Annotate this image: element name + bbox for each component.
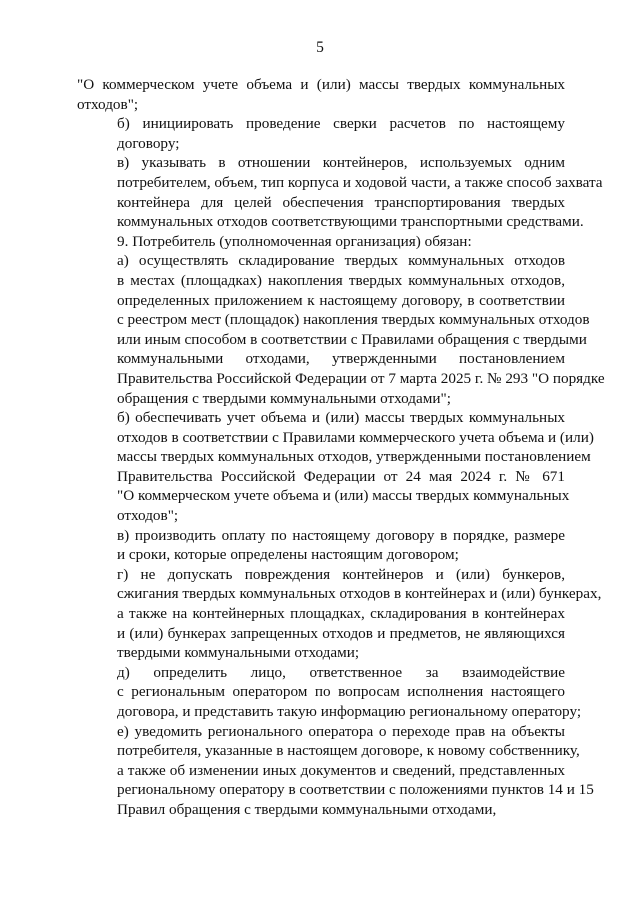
text-line: "О коммерческом учете объема и (или) массы твердых коммунальных	[77, 76, 565, 93]
text-line: сжигания твердых коммунальных отходов в контейнерах и (или) бункерах,	[117, 585, 602, 603]
text-line: а) осуществлять складирование твердых коммунальных отходов	[117, 252, 565, 270]
text-line: и (или) бункерах запрещенных отходов и предметов, не являющихся	[117, 624, 565, 642]
text-line: отходов в соответствии с Правилами коммерческого учета объема и (или)	[117, 428, 594, 446]
text-line: д) определить лицо, ответственное за взаимодействие	[117, 663, 565, 681]
text-line: договору;	[117, 134, 180, 152]
text-line: контейнера для целей обеспечения транспортирования твердых	[117, 193, 565, 211]
text-line: г) не допускать повреждения контейнеров и (или) бункеров,	[117, 565, 565, 583]
paragraph	[77, 75, 565, 114]
text-line: коммунальными отходами, утвержденными постановлением	[117, 350, 565, 368]
text-line: б) обеспечивать учет объема и (или) массы твердых коммунальных	[117, 409, 565, 427]
paragraph	[77, 722, 594, 820]
text-line: или иным способом в соответствии с Правилами обращения с твердыми	[117, 330, 587, 348]
text-line: с региональным оператором по вопросам исполнения настоящего	[117, 683, 565, 701]
text-line: а также на контейнерных площадках, складирования в контейнерах	[117, 605, 565, 623]
text-line: Правительства Российской Федерации от 24 мая 2024 г. № 671	[117, 467, 565, 485]
text-line: и сроки, которые определены настоящим договором;	[117, 546, 459, 564]
text-line: в местах (площадках) накопления твердых коммунальных отходов,	[117, 271, 565, 289]
paragraph	[77, 408, 594, 526]
paragraph	[77, 526, 565, 565]
text-line: Правительства Российской Федерации от 7 марта 2025 г. № 293 "О порядке	[117, 369, 605, 387]
document-body	[77, 75, 605, 820]
text-line: е) уведомить регионального оператора о переходе прав на объекты	[117, 722, 565, 740]
text-line: Правил обращения с твердыми коммунальными отходами,	[117, 800, 497, 818]
text-line: массы твердых коммунальных отходов, утвержденными постановлением	[117, 448, 591, 466]
paragraph	[77, 663, 582, 722]
text-line: отходов";	[77, 95, 139, 113]
text-line: твердыми коммунальными отходами;	[117, 644, 360, 662]
text-line: коммунальных отходов соответствующими транспортными средствами.	[117, 213, 584, 231]
paragraph	[77, 114, 565, 153]
text-line: региональному оператору в соответствии с положениями пунктов 14 и 15	[117, 781, 594, 799]
text-line: а также об изменении иных документов и сведений, представленных	[117, 761, 565, 779]
text-line: отходов";	[117, 507, 179, 525]
paragraph	[77, 232, 565, 252]
paragraph	[77, 153, 603, 231]
text-line: "О коммерческом учете объема и (или) массы твердых коммунальных	[117, 487, 570, 505]
text-line: потребителя, указанные в настоящем договоре, к новому собственнику,	[117, 742, 580, 760]
text-line: в) указывать в отношении контейнеров, используемых одним	[117, 154, 565, 172]
text-line: б) инициировать проведение сверки расчетов по настоящему	[117, 115, 565, 133]
text-line: 9. Потребитель (уполномоченная организация) обязан:	[117, 232, 472, 250]
text-line: в) производить оплату по настоящему договору в порядке, размере	[117, 526, 565, 544]
paragraph	[77, 565, 602, 663]
text-line: потребителем, объем, тип корпуса и ходовой части, а также способ захвата	[117, 173, 603, 191]
text-line: договора, и представить такую информацию региональному оператору;	[117, 703, 582, 720]
text-line: обращения с твердыми коммунальными отходами";	[117, 389, 451, 407]
paragraph	[77, 251, 605, 408]
text-line: определенных приложением к настоящему договору, в соответствии	[117, 291, 565, 309]
page-number: 5	[316, 39, 324, 56]
text-line: с реестром мест (площадок) накопления твердых коммунальных отходов	[117, 311, 590, 329]
